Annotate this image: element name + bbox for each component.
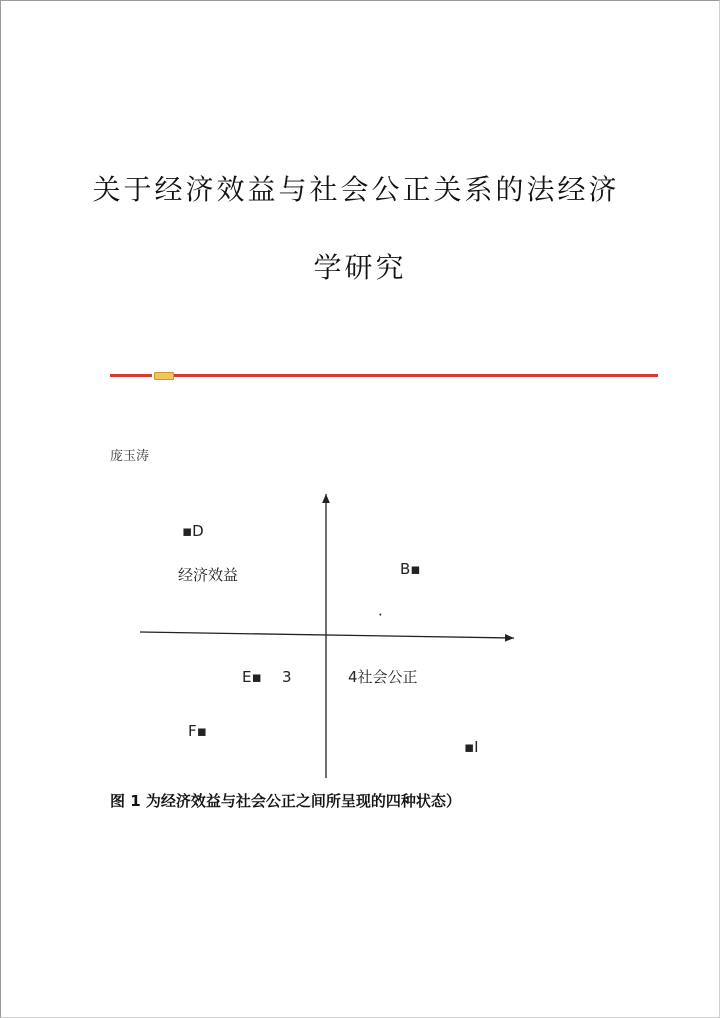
rule-ornament <box>154 372 174 380</box>
point-i-label: ▪I <box>464 738 479 756</box>
point-b-label: B▪ <box>400 560 421 578</box>
number-three-label: 3 <box>282 668 292 686</box>
point-d-label: ▪D <box>182 522 204 540</box>
title-rule-left <box>110 374 152 377</box>
point-e-label: E▪ <box>242 668 262 686</box>
title-rule-right <box>174 374 658 377</box>
point-f-label: F▪ <box>188 722 207 740</box>
y-axis-label: 经济效益 <box>178 566 239 584</box>
x-axis-label: 4社会公正 <box>348 668 418 686</box>
horizontal-axis <box>140 632 514 638</box>
document-title-line-1: 关于经济效益与社会公正关系的法经济 <box>92 173 620 206</box>
quadrant-diagram <box>130 488 530 788</box>
stray-dot: · <box>378 606 383 624</box>
figure-caption: 图 1 为经济效益与社会公正之间所呈现的四种状态） <box>110 792 461 810</box>
author-name: 庞玉涛 <box>110 449 150 464</box>
document-title-line-2: 学研究 <box>313 251 407 284</box>
